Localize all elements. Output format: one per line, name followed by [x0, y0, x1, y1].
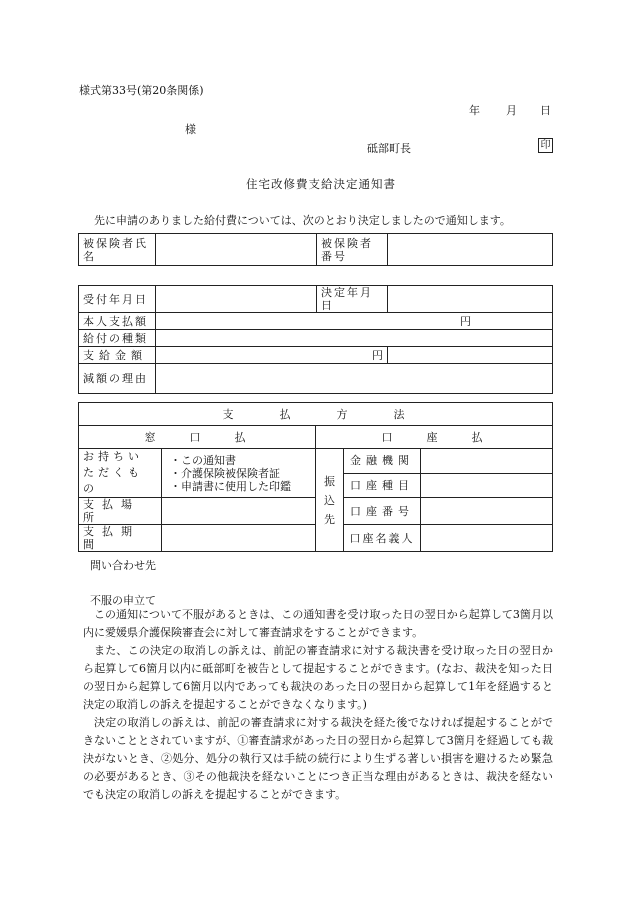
- reduction-reason-label: 減額の理由: [79, 364, 156, 394]
- reduction-reason-value: [156, 364, 553, 394]
- account-type-value: [421, 473, 553, 498]
- payment-place-value: [162, 498, 316, 525]
- benefit-type-label: 給付の種類: [79, 330, 156, 347]
- bank-value: [421, 449, 553, 474]
- account-type-label: 口座種目: [344, 473, 421, 498]
- objection-heading: 不服の申立て: [90, 594, 156, 607]
- objection-paragraph-3: 決定の取消しの訴えは、前記の審査請求に対する裁決を経た後でなければ提起することができないこととされていますが、①審査請求があった日の翌日から起算して3箇月を経過しても裁決がないとき、②処分、処分の執行又は手続の続行により生ずる著しい損害を避けるため緊急の必要があるとき、③その他裁決を経ないことにつき正当な理由があるときは、裁決を経ないでも決定の取消しの訴えを提起することができます。: [83, 716, 553, 801]
- bring-items-label: お持ちいただくもの: [79, 449, 162, 498]
- payment-place-label: 支払場所: [79, 498, 162, 525]
- insured-table: [78, 233, 553, 266]
- account-number-label: 口座番号: [344, 498, 421, 525]
- window-payment-heading: 窓口払: [79, 426, 316, 449]
- insured-number-value: [388, 234, 553, 266]
- insured-name-value: [156, 234, 317, 266]
- transfer-label: 振込先: [316, 449, 344, 552]
- bank-label: 金融機関: [344, 449, 421, 474]
- received-date-value: [156, 286, 317, 313]
- self-pay-label: 本人支払額: [79, 313, 156, 330]
- account-number-value: [421, 498, 553, 525]
- date-day-label: 日: [540, 104, 551, 117]
- payment-table: [78, 402, 553, 552]
- payment-amount-yen: 円: [156, 347, 388, 364]
- account-holder-label: 口座名義人: [344, 525, 421, 552]
- contact-label: 問い合わせ先: [90, 559, 156, 572]
- decided-date-value: [388, 286, 553, 313]
- account-payment-heading: 口座払: [316, 426, 553, 449]
- insured-number-label: 被保険者番号: [317, 234, 388, 266]
- bring-item: ・介護保険被保険者証: [170, 466, 280, 480]
- recipient-suffix: 様: [185, 123, 196, 136]
- account-holder-value: [421, 525, 553, 552]
- document-title: 住宅改修費支給決定通知書: [246, 177, 396, 191]
- benefit-type-value: [156, 330, 553, 347]
- intro-text: 先に申請のありました給付費については、次のとおり決定しましたので通知します。: [94, 214, 511, 227]
- decided-date-label: 決定年月日: [317, 286, 388, 313]
- received-date-label: 受付年月日: [79, 286, 156, 313]
- date-month-label: 月: [506, 104, 517, 117]
- payment-amount-blank: [388, 347, 553, 364]
- form-number: 様式第33号(第20条関係): [79, 84, 204, 97]
- objection-paragraph-1: この通知について不服があるときは、この通知書を受け取った日の翌日から起算して3箇月以内に愛媛県介護保険審査会に対して審査請求をすることができます。: [83, 608, 553, 639]
- bring-item: ・申請書に使用した印鑑: [170, 479, 291, 493]
- date-year-label: 年: [469, 104, 480, 117]
- payment-amount-label: 支給金額: [79, 347, 156, 364]
- seal-mark: 印: [538, 138, 553, 153]
- insured-name-label: 被保険者氏名: [79, 234, 156, 266]
- self-pay-yen: 円: [156, 313, 553, 330]
- objection-paragraph-2: また、この決定の取消しの訴えは、前記の審査請求に対する裁決書を受け取った日の翌日から起算して6箇月以内に砥部町を被告として提起することができます。(なお、裁決を知った日の翌日から起算して6箇月以内であっても裁決のあった日の翌日から起算して1年を経過すると決定の取消しの訴えを提起することができなくなります。): [83, 644, 553, 711]
- bring-item: ・この通知書: [170, 453, 236, 467]
- issuer-name: 砥部町長: [367, 142, 411, 155]
- decision-table: [78, 285, 553, 394]
- payment-method-heading: 支払方法: [79, 403, 553, 426]
- bring-items-list: [162, 449, 316, 498]
- payment-period-label: 支払期間: [79, 525, 162, 552]
- objection-notice: [83, 606, 553, 804]
- payment-period-value: [162, 525, 316, 552]
